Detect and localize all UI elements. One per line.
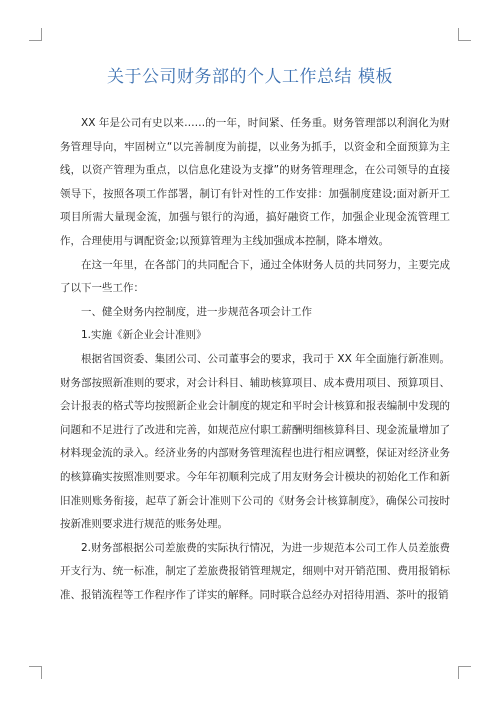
- section-heading-1: 一、健全财务内控制度，进一步规范各项会计工作: [81, 305, 312, 318]
- crop-mark-top-right: [458, 28, 471, 41]
- paragraph-summary: 在这一年里，在各部门的共同配合下，通过全体财务人员的共同努力，主要完成了以下一些工作：: [60, 258, 450, 295]
- document-title: 关于公司财务部的个人工作总结 模板: [107, 67, 393, 87]
- crop-mark-bottom-right: [458, 666, 471, 679]
- paragraph-intro: XX 年是公司有史以来……的一年，时间紧、任务重。财务管理部以利润化为财务管理导向，牢固树立“以完善制度为前提，以业务为抓手，以资金和全面预算为主线，以资产管理为重点，以信息化建设为支撑”的财务管理理念，在公司领导的直接领导下，按照各项工作部署，制订有针对性的工作安排：加强制度建设;面对新开工项目所需大量现金流，加强与银行的沟通，搞好融资工作，加强企业现金流管理工作，合理使用与调配资金;以预算管理为主线加强成本控制，降本增效。: [60, 117, 450, 247]
- subheading-1: 1.实施《新企业会计准则》: [81, 329, 207, 342]
- document-body: [60, 112, 450, 607]
- crop-mark-top-left: [29, 28, 42, 41]
- paragraph-accounting-standards: 根据省国资委、集团公司、公司董事会的要求，我司于 XX 年全面施行新准则。财务部按照新准则的要求，对会计科目、辅助核算项目、成本费用项目、预算项目、会计报表的格式等均按照新企业会计制度的规定和平时会计核算和报表编制中发现的问题和不足进行了改进和完善，如规范应付职工薪酬明细核算科目、现金流量增加了材料现金流的录入。经济业务的内部财务管理流程也进行相应调整，保证对经济业务的核算确实按照准则要求。今年年初顺利完成了用友财务会计模块的初始化工作和新旧准则账务衔接，起草了新会计准则下公司的《财务会计核算制度》，确保公司按时按新准则要求进行规范的账务处理。: [60, 352, 450, 531]
- paragraph-travel-expenses: 2.财务部根据公司差旅费的实际执行情况，为进一步规范本公司工作人员差旅费开支行为、统一标准，制定了差旅费报销管理规定，细则中对开销范围、费用报销标准、报销流程等工作程序作了详实的解释。同时联合总经办对招待用酒、茶叶的报销: [60, 541, 450, 601]
- crop-mark-bottom-left: [29, 666, 42, 679]
